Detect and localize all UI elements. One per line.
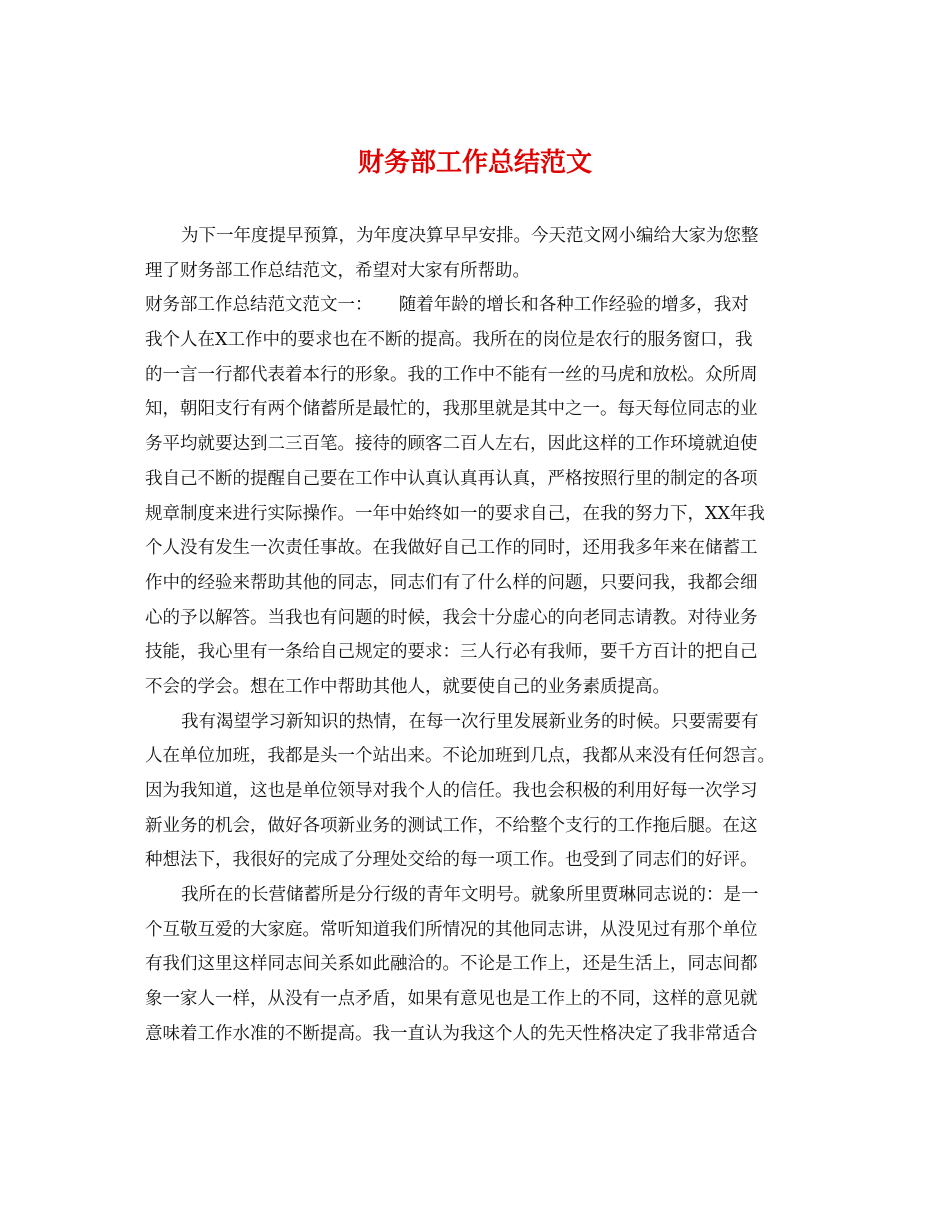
body-line: 有我们这里这样同志间关系如此融洽的。不论是工作上，还是生活上，同志间都 xyxy=(145,954,758,975)
body-line: 知，朝阳支行有两个储蓄所是最忙的，我那里就是其中之一。每天每位同志的业 xyxy=(145,399,758,420)
body-line: 心的予以解答。当我也有问题的时候，我会十分虚心的向老同志请教。对待业务 xyxy=(145,607,758,628)
body-line: 理了财务部工作总结范文，希望对大家有所帮助。 xyxy=(145,260,530,281)
body-line: 我个人在X工作中的要求也在不断的提高。我所在的岗位是农行的服务窗口，我 xyxy=(145,330,753,351)
body-line: 务平均就要达到二三百笔。接待的顾客二百人左右，因此这样的工作环境就迫使 xyxy=(145,434,758,455)
body-line: 不会的学会。想在工作中帮助其他人，就要使自己的业务素质提高。 xyxy=(145,676,670,697)
body-line: 作中的经验来帮助其他的同志，同志们有了什么样的问题，只要问我，我都会细 xyxy=(145,572,758,593)
body-line: 个互敬互爱的大家庭。常听知道我们所情况的其他同志讲，从没见过有那个单位 xyxy=(145,919,758,940)
body-line: 我有渴望学习新知识的热情，在每一次行里发展新业务的时候。只要需要有 xyxy=(181,711,759,732)
body-line: 象一家人一样，从没有一点矛盾，如果有意见也是工作上的不同，这样的意见就 xyxy=(145,989,758,1010)
body-line: 我自己不断的提醒自己要在工作中认真认真再认真，严格按照行里的制定的各项 xyxy=(145,468,758,489)
body-line: 因为我知道，这也是单位领导对我个人的信任。我也会积极的利用好每一次学习 xyxy=(145,781,758,801)
body-line: 为下一年度提早预算，为年度决算早早安排。今天范文网小编给大家为您整 xyxy=(181,226,759,246)
body-line: 个人没有发生一次责任事故。在我做好自己工作的同时，还用我多年来在储蓄工 xyxy=(145,538,758,559)
body-line: 意味着工作水准的不断提高。我一直认为我这个人的先天性格决定了我非常适合 xyxy=(145,1023,758,1044)
body-line: 财务部工作总结范文范文一： 随着年龄的增长和各种工作经验的增多，我对 xyxy=(145,295,749,316)
body-line: 的一言一行都代表着本行的形象。我的工作中不能有一丝的马虎和放松。众所周 xyxy=(145,364,758,385)
document-title: 财务部工作总结范文 xyxy=(357,148,592,178)
body-line: 规章制度来进行实际操作。一年中始终如一的要求自己，在我的努力下，XX年我 xyxy=(145,503,765,524)
document-body xyxy=(145,219,810,1052)
body-line: 我所在的长营储蓄所是分行级的青年文明号。就象所里贾琳同志说的：是一 xyxy=(181,885,759,906)
body-line: 技能，我心里有一条给自己规定的要求：三人行必有我师，要千方百计的把自己 xyxy=(145,642,758,663)
body-line: 种想法下，我很好的完成了分理处交给的每一项工作。也受到了同志们的好评。 xyxy=(145,850,758,871)
body-line: 人在单位加班，我都是头一个站出来。不论加班到几点，我都从来没有任何怨言。 xyxy=(145,746,775,767)
body-line: 新业务的机会，做好各项新业务的测试工作，不给整个支行的工作拖后腿。在这 xyxy=(145,815,758,836)
